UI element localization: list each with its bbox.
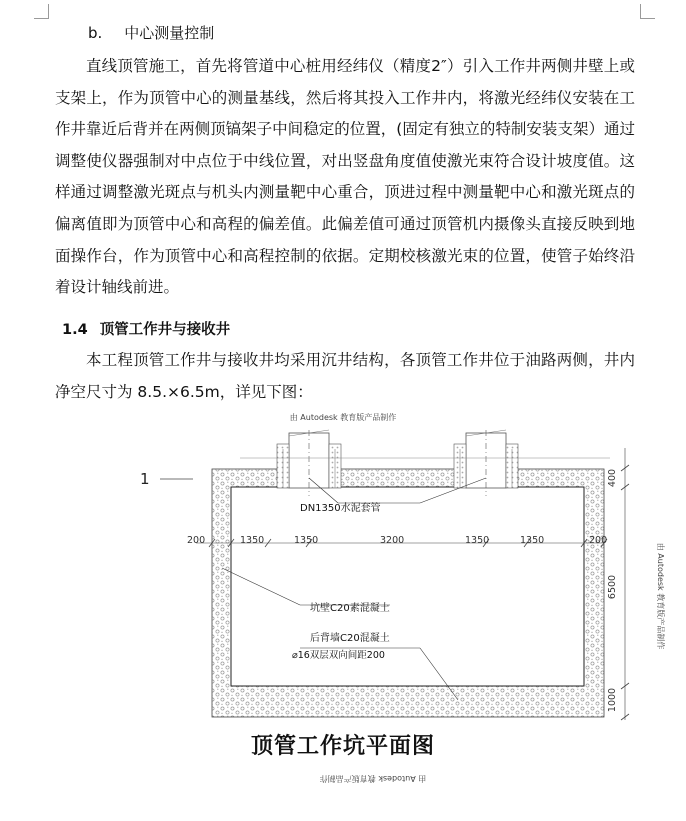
section-b-title: 中心测量控制 <box>124 24 215 42</box>
section-1-4-number: 1.4 <box>62 322 88 338</box>
dim-right-3: 1000 <box>607 687 618 713</box>
section-marker: 1 <box>140 470 150 488</box>
watermark-bottom: 由 Autodesk 教育版产品制作 <box>319 774 427 783</box>
dim-top-5: 1350 <box>465 535 490 546</box>
page-corner-mark-left <box>34 4 49 19</box>
section-b-heading <box>88 22 214 43</box>
dim-top-3: 1350 <box>294 535 319 546</box>
dim-top-6: 1350 <box>520 535 545 546</box>
pipe-label: DN1350水泥套管 <box>300 503 381 514</box>
page-corner-mark-right <box>640 4 655 19</box>
dim-right-2: 6500 <box>607 574 618 600</box>
paragraph-shaft-description: 本工程顶管工作井与接收井均采用沉井结构，各顶管工作井位于油路两侧，井内净空尺寸为 8.5.×6.5m，详见下图： <box>55 351 635 401</box>
pipe-right <box>454 430 518 496</box>
wall-label: 坑壁C20素混凝土 <box>310 603 390 614</box>
dim-top-4: 3200 <box>380 535 405 546</box>
pipe-left <box>277 430 341 496</box>
backwall-label: 后背墙C20混凝土 <box>310 633 390 644</box>
dim-right-1: 400 <box>607 468 618 488</box>
section-1-4-title: 顶管工作井与接收井 <box>99 322 231 338</box>
section-1-4-heading <box>62 318 230 339</box>
pit-interior <box>231 487 584 686</box>
dim-top-1: 200 <box>187 535 206 546</box>
rebar-label: ⌀16双层双向间距200 <box>292 650 385 661</box>
dim-top-7: 200 <box>589 535 608 546</box>
figure-caption: 顶管工作坑平面图 <box>250 734 435 759</box>
paragraph-survey-control: 直线顶管施工，首先将管道中心桩用经纬仪（精度2″）引入工作井两侧井壁上或支架上，作为顶管中心的测量基线，然后将其投入工作井内，将激光经纬仪安装在工作井靠近后背并在两侧顶镐架子中间稳定的位置，(固定有独立的特制安装支架）通过调整使仪器强制对中点位于中线位置，对出竖盘角度值使激光束符合设计坡度值。这样通过调整激光斑点与机头内测量靶中心重合，顶进过程中测量靶中心和激光斑点的偏离值即为顶管中心和高程的偏差值。此偏差值可通过顶管机内摄像头直接反映到地面操作台，作为顶管中心和高程控制的依据。定期校核激光束的位置，使管子始终沿着设计轴线前进。 <box>55 57 635 297</box>
watermark-top: 由 Autodesk 教育版产品制作 <box>289 413 397 422</box>
watermark-right: 由 Autodesk 教育版产品制作 <box>656 542 665 650</box>
dim-top-2: 1350 <box>240 535 265 546</box>
section-b-number: b. <box>88 24 103 42</box>
